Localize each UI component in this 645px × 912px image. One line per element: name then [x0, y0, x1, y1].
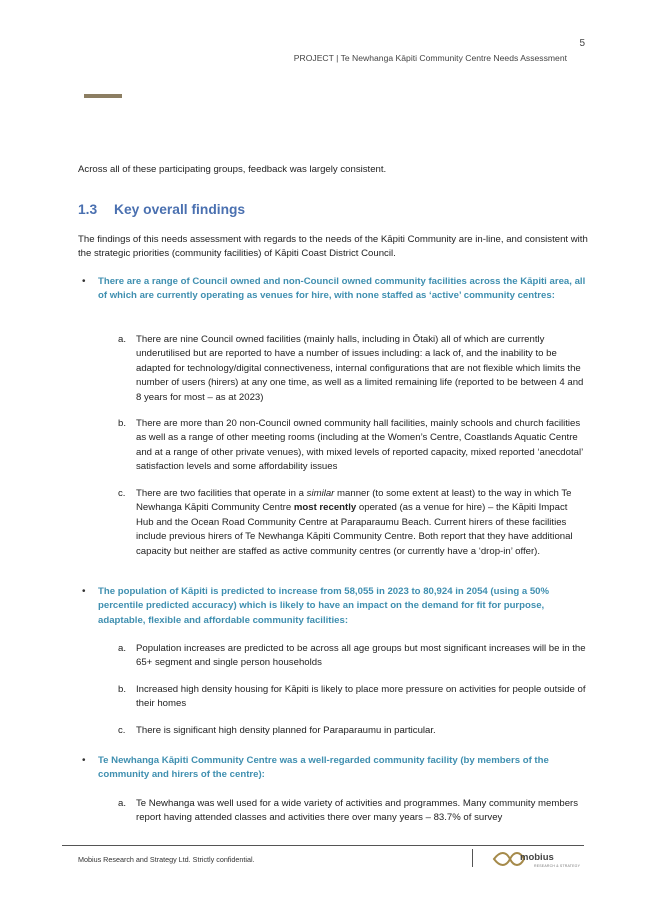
list-item-text: Increased high density housing for Kāpiti is likely to place more pressure on activities for people outside of their homes	[136, 684, 586, 710]
list-item-text: There are more than 20 non-Council owned community hall facilities, mainly schools and church facilities as well as a range of other meeting rooms (including at the Women’s Centre, Coastlands Aquatic Centre and at a range of other private venues), with mixed levels of reported capacity, mixed reported ‘anecdotal’ satisfaction levels and some affordability issues	[136, 418, 583, 473]
list-item-text: There is significant high density planned for Paraparaumu in particular.	[136, 725, 436, 736]
page-number: 5	[579, 38, 585, 49]
bullet-marker: •	[82, 276, 86, 287]
emphasis-italic: similar	[306, 488, 335, 499]
finding-heading: Te Newhanga Kāpiti Community Centre was a well-regarded community facility (by members of the community and hirers of the centre):	[98, 755, 549, 781]
running-header: PROJECT | Te Newhanga Kāpiti Community Centre Needs Assessment	[293, 53, 567, 63]
section-paragraph: The findings of this needs assessment with regards to the needs of the Kāpiti Community are in-line, and consistent with the strategic priorities (community facilities) of Kāpiti Coast District Council.	[78, 234, 588, 260]
accent-bar	[84, 94, 122, 98]
section-title: Key overall findings	[114, 202, 246, 217]
list-item-marker: c.	[118, 488, 126, 499]
finding-heading: There are a range of Council owned and non-Council owned community facilities across the Kāpiti area, all of which are currently operating as venues for hire, with none staffed as ‘active’ community centres:	[98, 276, 586, 302]
list-item-text	[136, 487, 586, 559]
emphasis-bold: most recently	[293, 502, 357, 514]
text-run: operated (as a venue for hire) – the Kāpiti Impact Hub and the Ocean Road Community Centre at Paraparaumu Beach. Current hirers of these facilities include previous hirers of Te Newhanga Kāpiti Community Centre. Both report that they have additional capacity but neither are staffed as active community centres (or currently have a ‘drop-in’ offer).	[136, 502, 573, 557]
bullet-marker: •	[82, 755, 86, 766]
section-number: 1.3	[78, 202, 98, 217]
text-run: manner (to some extent at least) to the way in which Te Newhanga Kāpiti Community Centre	[136, 488, 572, 514]
list-item-marker: a.	[118, 643, 127, 654]
footer-confidential: Mobius Research and Strategy Ltd. Strictly confidential.	[78, 855, 255, 864]
list-item-text: There are nine Council owned facilities (mainly halls, including in Ōtaki) all of which are currently underutilised but are reported to have a number of issues including: a lack of, and the inability to be adapted for technology/digital connectiveness, internal configurations that are not flexible which limits the number of users (hirers) at any one time, as well as a limited remaining life (reported to be between 4 and 8 years for most – as at 2023)	[136, 334, 584, 403]
section-heading	[78, 202, 245, 217]
list-item-text: Population increases are predicted to be across all age groups but most significant increases will be in the 65+ segment and single person households	[136, 643, 586, 669]
footer-rule	[62, 845, 584, 846]
list-item-marker: c.	[118, 725, 126, 736]
text-run: There are two facilities that operate in a	[136, 488, 307, 499]
list-item-text: Te Newhanga was well used for a wide variety of activities and programmes. Many community members report having attended classes and activities there over many years – 83.7% of survey	[136, 798, 579, 824]
bullet-marker: •	[82, 586, 86, 597]
list-item-marker: b.	[118, 684, 127, 695]
list-item-marker: b.	[118, 418, 127, 429]
footer-divider	[472, 849, 473, 867]
intro-sentence: Across all of these participating groups, feedback was largely consistent.	[78, 164, 387, 175]
finding-heading: The population of Kāpiti is predicted to increase from 58,055 in 2023 to 80,924 in 2054 (using a 50% percentile predicted accuracy) which is likely to have an impact on the demand for fit for purpose, adaptable, flexible and affordable community facilities:	[98, 586, 550, 626]
list-item-marker: a.	[118, 798, 127, 809]
list-item-marker: a.	[118, 334, 127, 345]
logo-wordmark: mobius	[520, 852, 554, 863]
logo-tagline: RESEARCH & STRATEGY	[534, 864, 581, 868]
